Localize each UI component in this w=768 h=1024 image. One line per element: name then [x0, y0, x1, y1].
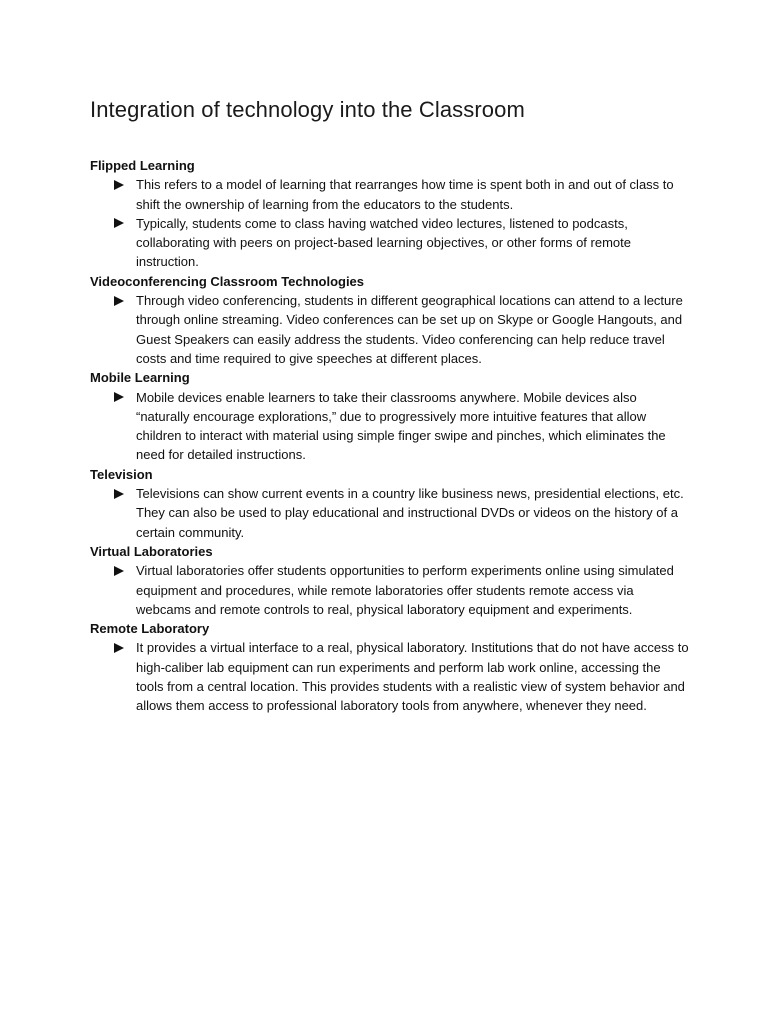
bullet-item — [90, 214, 690, 272]
right-triangle-bullet-icon — [114, 180, 124, 190]
bullet-list — [90, 388, 690, 465]
bullet-item — [90, 638, 690, 715]
bullet-list — [90, 638, 690, 715]
bullet-list — [90, 175, 690, 271]
bullet-list — [90, 561, 690, 619]
section-heading: Flipped Learning — [90, 158, 195, 173]
section-heading: Virtual Laboratories — [90, 543, 213, 559]
bullet-text: Televisions can show current events in a country like business news, presidential elections, etc. They can also be used to play educational and instructional DVDs or videos on the history of a certain community. — [136, 486, 684, 540]
section-heading: Remote Laboratory — [90, 621, 210, 637]
document-title: Integration of technology into the Classroom — [90, 97, 525, 122]
right-triangle-bullet-icon — [114, 489, 124, 499]
section-heading: Videoconferencing Classroom Technologies — [90, 273, 365, 289]
bullet-item — [90, 561, 690, 619]
section-heading: Mobile Learning — [90, 370, 190, 386]
bullet-list — [90, 484, 690, 542]
bullet-item — [90, 175, 690, 214]
bullet-item — [90, 484, 690, 542]
right-triangle-bullet-icon — [114, 218, 124, 228]
section-heading: Television — [90, 466, 153, 482]
bullet-text: Through video conferencing, students in different geographical locations can attend to a lecture through online streaming. Video conferences can be set up on Skype or Google Hangouts, and Guest Speakers can easily address the students. Video conferencing can help reduce travel costs and time required to give speeches at different places. — [136, 293, 683, 366]
right-triangle-bullet-icon — [114, 392, 124, 402]
bullet-text: Mobile devices enable learners to take their classrooms anywhere. Mobile devices also “naturally encourage explorations,” due to progressively more intuitive features that allow children to interact with material using simple finger swipe and pinches, which eliminates the need for detailed instructions. — [136, 389, 666, 463]
document-body — [90, 156, 690, 716]
bullet-text: It provides a virtual interface to a real, physical laboratory. Institutions that do not have access to high-caliber lab equipment can run experiments and perform lab work online, accessing the tools from a central location. This provides students with a realistic view of system behavior and allows them access to professional laboratory tools from anywhere, whenever they need. — [136, 640, 689, 714]
right-triangle-bullet-icon — [114, 566, 124, 576]
bullet-item — [90, 388, 690, 465]
bullet-text: Typically, students come to class having watched video lectures, listened to podcasts, collaborating with peers on project-based learning objectives, or other forms of remote instruction. — [136, 215, 631, 270]
right-triangle-bullet-icon — [114, 296, 124, 306]
bullet-text: This refers to a model of learning that rearranges how time is spent both in and out of class to shift the ownership of learning from the educators to the students. — [136, 177, 674, 212]
right-triangle-bullet-icon — [114, 643, 124, 653]
bullet-item — [90, 291, 690, 368]
bullet-list — [90, 291, 690, 368]
bullet-text: Virtual laboratories offer students opportunities to perform experiments online using simulated equipment and procedures, while remote laboratories offer students remote access via webcams and remote controls to real, physical laboratory equipment and experiments. — [136, 563, 674, 617]
